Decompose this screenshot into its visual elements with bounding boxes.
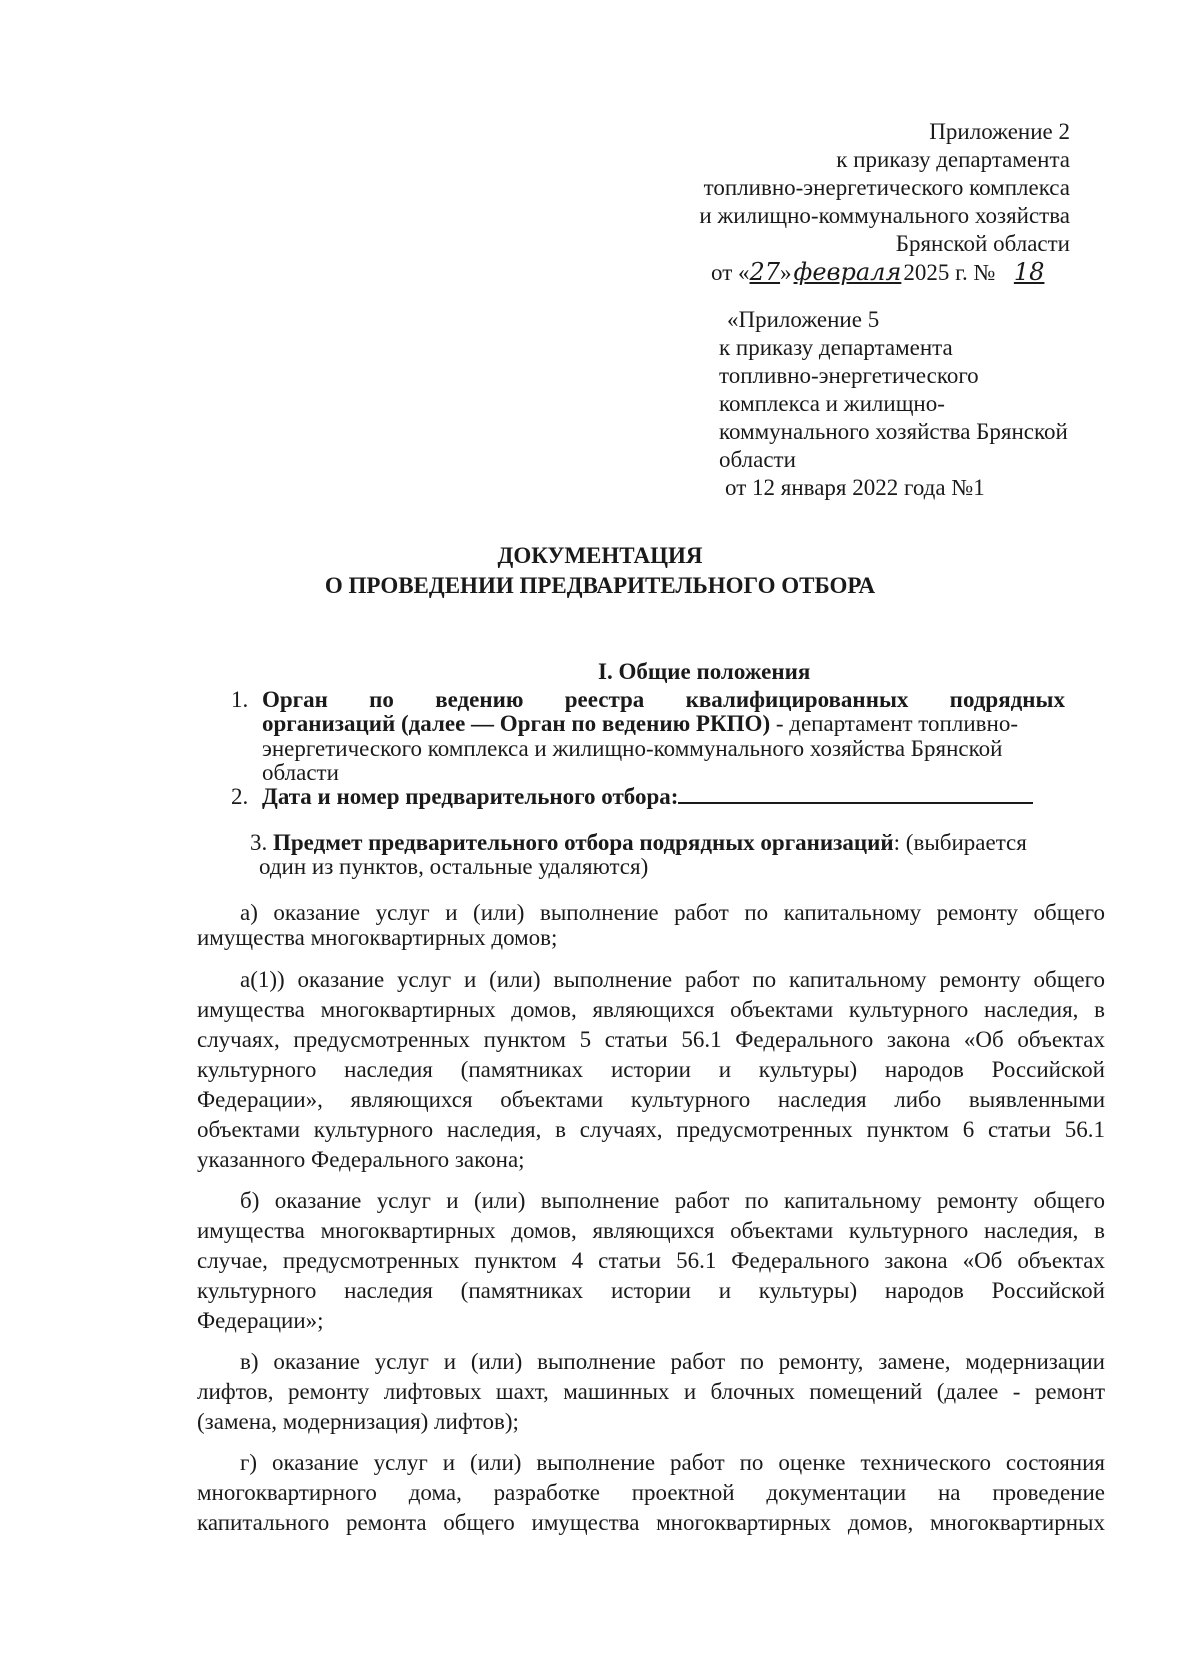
item-1-rest: - департамент топливно- — [770, 711, 1018, 736]
paragraph-a-line: а) оказание услуг и (или) выполнение работ по капитальному ремонту общего — [240, 900, 1105, 925]
appendix-line-5: Брянской области — [895, 231, 1070, 256]
document-title-line-1: ДОКУМЕНТАЦИЯ — [497, 543, 703, 568]
paragraph-a1-line: а(1)) оказание услуг и (или) выполнение работ по капитальному ремонту общего — [240, 967, 1105, 992]
date-year: 2025 г. № — [903, 260, 996, 285]
item-3-rest: : (выбирается — [893, 830, 1027, 855]
date-prefix: от « — [711, 260, 750, 285]
handwritten-month: февраля — [793, 258, 902, 286]
paragraph-b-line: Федерации»; — [197, 1308, 324, 1333]
paragraph-a1-line: случаях, предусмотренных пунктом 5 статьи 56.1 Федерального закона «Об объектах — [197, 1027, 1105, 1052]
prior-line-7: от 12 января 2022 года №1 — [725, 475, 985, 500]
paragraph-a1-line: объектами культурного наследия, в случаях, предусмотренных пунктом 6 статьи 56.1 — [197, 1117, 1105, 1142]
item-1-line-4: области — [262, 760, 339, 785]
paragraph-a-line: имущества многоквартирных домов; — [197, 925, 558, 950]
item-1-bold-part: организаций (далее — Орган по ведению РКПО) — [262, 711, 771, 736]
paragraph-b-line: случае, предусмотренных пунктом 4 статьи 56.1 Федерального закона «Об объектах — [197, 1248, 1105, 1273]
paragraph-a1-line: указанного Федерального закона; — [197, 1147, 525, 1172]
paragraph-v-line: в) оказание услуг и (или) выполнение работ по ремонту, замене, модернизации — [240, 1349, 1105, 1374]
paragraph-b-line: культурного наследия (памятниках истории и культуры) народов Российской — [197, 1278, 1105, 1303]
paragraph-v-line: лифтов, ремонту лифтовых шахт, машинных и блочных помещений (далее - ремонт — [197, 1379, 1105, 1404]
item-1-line-2 — [262, 710, 1018, 738]
date-mid: » — [780, 260, 792, 285]
paragraph-a1-line: Федерации», являющихся объектами культурного наследия либо выявленными — [197, 1087, 1105, 1112]
paragraph-b-line: имущества многоквартирных домов, являющихся объектами культурного наследия, в — [197, 1218, 1105, 1243]
item-1-number: 1. — [231, 687, 249, 712]
blank-fill-line — [678, 802, 1033, 804]
paragraph-a1-line: культурного наследия (памятниках истории и культуры) народов Российской — [197, 1057, 1105, 1082]
item-3-bold: Предмет предварительного отбора подрядных организаций — [273, 830, 894, 855]
prior-line-4: комплекса и жилищно- — [719, 391, 945, 416]
prior-line-6: области — [719, 447, 796, 472]
appendix-date-line — [711, 258, 1057, 287]
section-heading: I. Общие положения — [598, 659, 811, 684]
handwritten-day: 27 — [749, 258, 781, 286]
paragraph-g-line: многоквартирного дома, разработке проектной документации на проведение — [197, 1480, 1105, 1505]
paragraph-v-line: (замена, модернизация) лифтов); — [197, 1409, 519, 1434]
item-2-line — [262, 783, 1033, 811]
prior-line-1: «Приложение 5 — [727, 307, 880, 332]
item-2-label: Дата и номер предварительного отбора: — [262, 784, 679, 809]
item-3-line-2: один из пунктов, остальные удаляются) — [259, 854, 649, 879]
document-title-line-2: О ПРОВЕДЕНИИ ПРЕДВАРИТЕЛЬНОГО ОТБОРА — [324, 573, 876, 598]
prior-line-3: топливно-энергетического — [719, 363, 979, 388]
handwritten-number: 18 — [1013, 258, 1045, 286]
paragraph-g-line: г) оказание услуг и (или) выполнение работ по оценке технического состояния — [240, 1450, 1105, 1475]
prior-line-2: к приказу департамента — [719, 335, 953, 360]
item-3-number: 3. — [250, 830, 268, 855]
prior-line-5: коммунального хозяйства Брянской — [719, 419, 1068, 444]
appendix-label: Приложение 2 — [929, 119, 1070, 144]
item-1-line-3: энергетического комплекса и жилищно-коммунального хозяйства Брянской — [262, 736, 1003, 761]
appendix-line-2: к приказу департамента — [836, 147, 1070, 172]
paragraph-a1-line: имущества многоквартирных домов, являющихся объектами культурного наследия, в — [197, 997, 1105, 1022]
item-2-number: 2. — [231, 784, 249, 809]
item-1-line-1: Орган по ведению реестра квалифицированных подрядных — [262, 687, 1065, 712]
appendix-line-4: и жилищно-коммунального хозяйства — [699, 203, 1070, 228]
paragraph-g-line: капитального ремонта общего имущества многоквартирных домов, многоквартирных — [197, 1510, 1105, 1535]
appendix-line-3: топливно-энергетического комплекса — [703, 175, 1070, 200]
paragraph-b-line: б) оказание услуг и (или) выполнение работ по капитальному ремонту общего — [240, 1188, 1105, 1213]
